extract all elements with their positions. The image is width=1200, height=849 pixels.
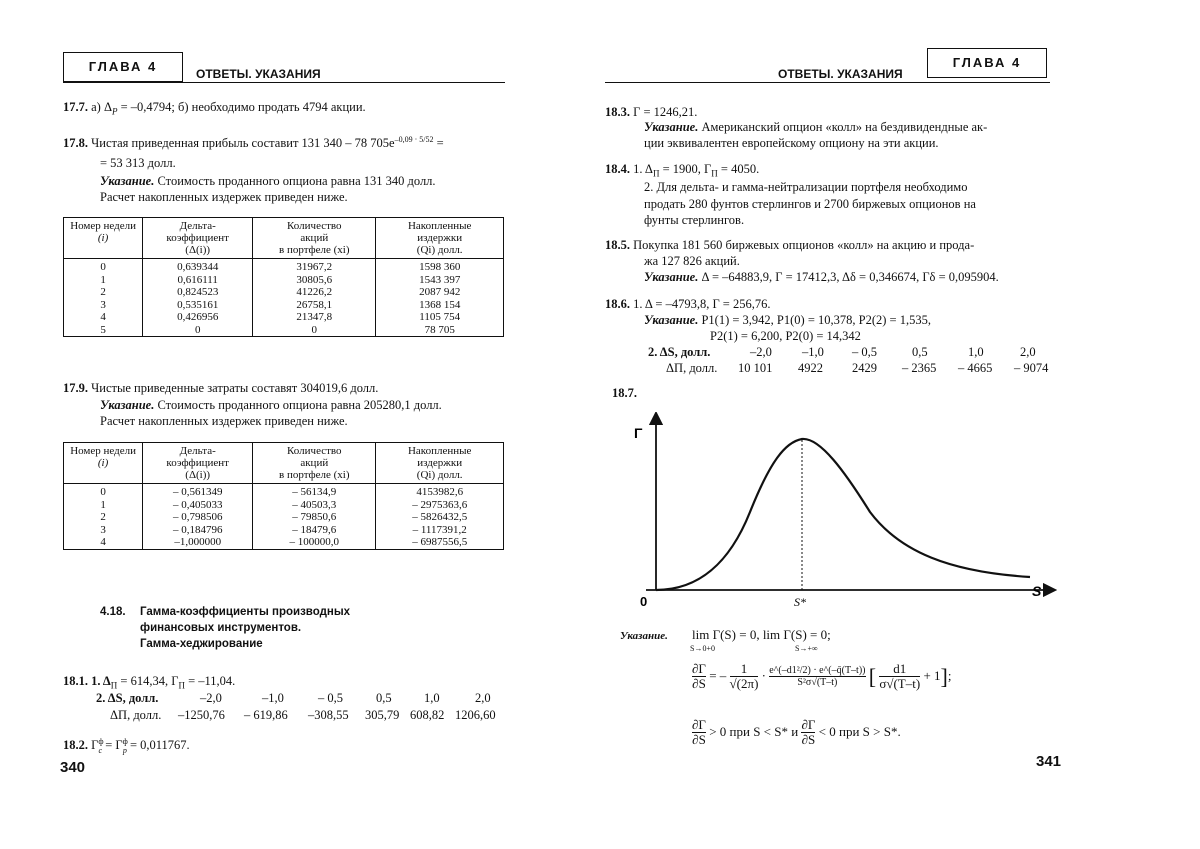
table-header-row <box>64 218 504 259</box>
hint-18-7-limits: lim Γ(S) = 0, lim Γ(S) = 0; <box>692 627 831 642</box>
chapter-label: ГЛАВА 4 <box>88 59 158 74</box>
derivative-formula: $\frac{\partial\Gamma}{\partial S}$ = – $\frac{1}{√(2\pi)}$ · $\frac{\text{e\textasciicircum{}(–d1²/2) · e\textasciicircum{}(–q̄(T–t))}}{\text{S²σ√(T–t)}}$ [ $\frac{d1}{\sigma√(T-t)}$ + 1]; <box>692 661 952 692</box>
chapter-label-box <box>63 52 183 82</box>
col-week: Номер недели (i) <box>64 443 143 484</box>
table-row: 0 0,639344 31967,2 1598 360 <box>64 259 504 274</box>
costs-table-17-8 <box>63 217 504 337</box>
answer-17-8-hint-line2: Расчет накопленных издержек приведен ниже. <box>100 190 348 204</box>
answer-18-6-hint: Указание. P1(1) = 3,942, P1(0) = 10,378, P2(2) = 1,535, <box>644 313 931 327</box>
chapter-label-box <box>927 48 1047 78</box>
gamma-curve-diagram <box>630 412 1060 612</box>
origin-label: 0 <box>640 594 648 609</box>
answer-17-8-hint: Указание. Стоимость проданного опциона равна 131 340 долл. <box>100 174 436 188</box>
table-header-row <box>64 443 504 484</box>
answer-18-6-line3: P2(1) = 6,200, P2(0) = 14,342 <box>710 329 861 343</box>
answer-18-6-dp-label: ΔП, долл. <box>666 361 718 375</box>
y-axis-label: Γ <box>634 425 643 441</box>
page-number: 341 <box>1036 753 1062 770</box>
answer-17-9: 17.9. Чистые приведенные затраты составят 304019,6 долл. <box>63 381 379 395</box>
left-page: ГЛАВА 4 ОТВЕТЫ. УКАЗАНИЯ 17.7. а) $\Delta_P = -0,4794$; б) необходимо продать 4794 акции. 17.8. Чистая приведенная прибыль составит 131 340 – 78 $705e^{-0,09 \cdot 5/52}$ = = 53 313 долл. Указание. Стоимость проданного опциона равна 131 340 долл. Расчет накопленных издержек приведен ниже. Номер недели (i) Дельта- коэффициент (Δ(i)) Количество акций в портфеле (xi) Накопленные издержки (Qi) долл. 0 0,639344 31967,2 1598 360 1 0,616111 30805,6 1543 397 2 0,824523 41226,2 2087 942 3 0,535161 26758,1 1368 154 4 0,426956 21347,8 1105 754 5 0 0 78 705 17.9. Чистые приведенные затраты составят 304019,6 долл. Указание. Стоимость проданного опциона равна 205280,1 долл. Расчет накопленных издержек приведен ниже. Номер недели (i) Дельта- коэффициент (Δ(i)) Количество акций в портфеле (xi) Накопленные издержки (Qi) долл. 0 – 0,561349 – 56134,9 4153982,6 1 – 0,405033 – 40503,3 – 2975363,6 2 – 0,798506 – 79850,6 – 5826432,5 3 – 0,184796 – 18479,6 – 1117391,2 4 –1,000000 – 100000,0 – 6987556,5 4.18. Гамма-коэффициенты производных финансовых инструментов. Гамма-хеджирование 18.1. 1. $\Delta_П = 614,34$, $\Gamma_П = -11,04$. 2. ΔS, долл. –2,0 –1,0 – 0,5 0,5 1,0 2,0 ΔП, долл. –1250,76 – 619,86 –308,55 305,79 608,82 1206,60 18.2. $\Gamma^ф_c = \Gamma^ф_p = 0,011767$. 340 <box>0 0 600 849</box>
table-row: 2 – 0,798506 – 79850,6 – 5826432,5 <box>64 511 504 524</box>
answer-18-2: 18.2. $\Gamma^ф_c = \Gamma^ф_p = 0,011767$. <box>63 737 190 755</box>
answer-18-3-hint-line2: ции эквивалентен европейскому опциону на эти акции. <box>644 136 939 150</box>
answer-18-6: 18.6. 1. Δ = –4793,8, Γ = 256,76. <box>605 297 771 311</box>
answer-17-9-hint-line2: Расчет накопленных издержек приведен ниже. <box>100 414 348 428</box>
answer-18-5-line2: жа 127 826 акций. <box>644 254 740 268</box>
col-costs: Накопленные издержки (Qi) долл. <box>376 443 504 484</box>
answer-18-6-ds-label: 2. ΔS, долл. <box>648 345 711 359</box>
col-delta: Дельта- коэффициент (Δ(i)) <box>143 218 253 259</box>
derivative-sign-conditions: $\frac{\partial\Gamma}{\partial S}$ > 0 при S < S* и $\frac{\partial\Gamma}{\partial S}$ < 0 при S > S*. <box>692 717 901 748</box>
chapter-label: ГЛАВА 4 <box>952 55 1022 70</box>
answer-17-9-hint: Указание. Стоимость проданного опциона равна 205280,1 долл. <box>100 398 442 412</box>
table-row: 1 – 0,405033 – 40503,3 – 2975363,6 <box>64 499 504 512</box>
header-rule <box>63 82 505 83</box>
answer-17-8: 17.8. Чистая приведенная прибыль составит 131 340 – 78 $705e^{-0,09 \cdot 5/52}$ = <box>63 135 444 151</box>
answer-18-3: 18.3. Γ = 1246,21. <box>605 105 698 119</box>
table-row: 3 0,535161 26758,1 1368 154 <box>64 299 504 312</box>
limit-1-subscript: S→0+0 <box>690 644 715 653</box>
header-rule <box>605 82 1050 83</box>
page-number: 340 <box>60 759 86 776</box>
hint-18-7-label: Указание. <box>620 630 668 642</box>
section-4-18-num: 4.18. <box>100 606 126 618</box>
table-row: 0 – 0,561349 – 56134,9 4153982,6 <box>64 484 504 499</box>
answer-18-4: 18.4. 1. $\Delta_П = 1900$, $\Gamma_П = 4050$. <box>605 162 760 179</box>
table-row: 3 – 0,184796 – 18479,6 – 1117391,2 <box>64 524 504 537</box>
answer-18-1: 18.1. 1. $\Delta_П = 614,34$, $\Gamma_П = -11,04$. <box>63 674 236 691</box>
col-week: Номер недели (i) <box>64 218 143 259</box>
limit-2-subscript: S→+∞ <box>795 644 818 653</box>
section-4-18-title-1: Гамма-коэффициенты производных <box>140 606 351 618</box>
gamma-curve <box>656 439 1030 590</box>
answer-17-8-result: = 53 313 долл. <box>100 156 176 170</box>
col-shares: Количество акций в портфеле (xi) <box>253 218 376 259</box>
table-row: 4 –1,000000 – 100000,0 – 6987556,5 <box>64 536 504 549</box>
costs-table-17-9 <box>63 442 504 550</box>
table-row: 4 0,426956 21347,8 1105 754 <box>64 311 504 324</box>
table-row: 1 0,616111 30805,6 1543 397 <box>64 274 504 287</box>
running-title: ОТВЕТЫ. УКАЗАНИЯ <box>196 67 321 81</box>
table-row: 2 0,824523 41226,2 2087 942 <box>64 286 504 299</box>
answer-18-5: 18.5. Покупка 181 560 биржевых опционов «колл» на акцию и прода- <box>605 238 975 252</box>
answer-18-3-hint: Указание. Американский опцион «колл» на бездивидендные ак- <box>644 120 988 134</box>
right-page: ОТВЕТЫ. УКАЗАНИЯ ГЛАВА 4 18.3. Γ = 1246,21. Указание. Американский опцион «колл» на бездивидендные ак- ции эквивалентен европейскому опциону на эти акции. 18.4. 1. $\Delta_П = 1900$, $\Gamma_П = 4050$. 2. Для дельта- и гамма-нейтрализации портфеля необходимо продать 280 фунтов стерлингов и 2700 биржевых опционов на фунты стерлингов. 18.5. Покупка 181 560 биржевых опционов «колл» на акцию и прода- жа 127 826 акций. Указание. Δ = –64883,9, Γ = 17412,3, Δδ = 0,346674, Γδ = 0,095904. 18.6. 1. Δ = –4793,8, Γ = 256,76. Указание. P1(1) = 3,942, P1(0) = 10,378, P2(2) = 1,535, P2(1) = 6,200, P2(0) = 14,342 2. ΔS, долл. –2,0 –1,0 – 0,5 0,5 1,0 2,0 ΔП, долл. 10 101 4922 2429 – 2365 – 4665 – 9074 18.7. Γ S 0 S* Указание. lim Γ(S) = 0, lim Γ(S) = 0; S→0+0 S→+∞ $\frac{\partial\Gamma}{\partial S}$ = – $\frac{1}{√(2\pi)}$ · $\frac{\text{e\textasciicircum{}(–d1²/2) · e\textasciicircum{}(–q̄(T–t))}}{\text{S²σ√(T–t)}}$ [ $\frac{d1}{\sigma√(T-t)}$ + 1]; $\frac{\partial\Gamma}{\partial S}$ > 0 при S < S* и $\frac{\partial\Gamma}{\partial S}$ < 0 при S > S*. 341 <box>600 0 1200 849</box>
section-4-18-title-3: Гамма-хеджирование <box>140 638 263 650</box>
answer-18-1-ds-row: 2. ΔS, долл. <box>96 691 159 705</box>
col-delta: Дельта- коэффициент (Δ(i)) <box>143 443 253 484</box>
x-axis-label: S <box>1032 583 1042 599</box>
answer-18-4-line2: 2. Для дельта- и гамма-нейтрализации портфеля необходимо <box>644 180 968 194</box>
table-row: 5 0 0 78 705 <box>64 324 504 337</box>
answer-18-5-hint: Указание. Δ = –64883,9, Γ = 17412,3, Δδ = 0,346674, Γδ = 0,095904. <box>644 270 999 284</box>
answer-18-4-line4: фунты стерлингов. <box>644 213 745 227</box>
answer-18-1-dp-label: ΔП, долл. <box>110 708 162 722</box>
running-title: ОТВЕТЫ. УКАЗАНИЯ <box>778 67 903 81</box>
peak-label: S* <box>794 595 806 609</box>
col-shares: Количество акций в портфеле (xi) <box>253 443 376 484</box>
answer-17-7: 17.7. а) $\Delta_P = -0,4794$; б) необходимо продать 4794 акции. <box>63 100 366 117</box>
section-4-18-title-2: финансовых инструментов. <box>140 622 302 634</box>
answer-18-7: 18.7. <box>612 386 637 400</box>
col-costs: Накопленные издержки (Qi) долл. <box>376 218 504 259</box>
answer-18-4-line3: продать 280 фунтов стерлингов и 2700 биржевых опционов на <box>644 197 976 211</box>
